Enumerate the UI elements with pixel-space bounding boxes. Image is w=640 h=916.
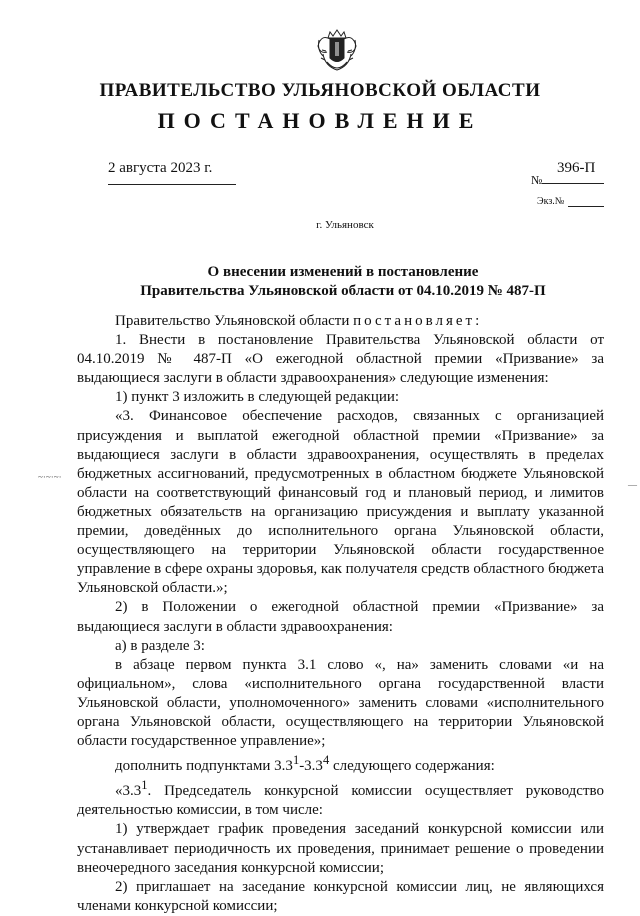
document-body [77,312,604,916]
body-paragraph: 1) утверждает график проведения заседаний конкурсной комиссии или устанавливает периодичность их проведения, принимает решение о проведении внеочередного заседания конкурсной комиссии; [77,821,604,876]
body-paragraph: «$3.3^1$. Председатель конкурсной комиссии осуществляет руководство деятельностью комиссии, в том числе: [77,778,604,819]
title-line-2: Правительства Ульяновской области от 04.10.2019 № 487-П [140,283,546,299]
intro-decree-word: постановляет: [353,313,483,329]
copy-number-label: Экз.№ [537,196,565,207]
body-paragraph: в абзаце первом пункта 3.1 слово «, на» заменить словами «и на официальном», слова «исполнительного органа государственной власти Ульяновской области, уполномоченного» заменить словами «исполнительного органа Ульяновской области, осуществляющего на территории Ульяновской области государственное управление»; [77,656,604,750]
copy-number-underline [568,206,604,207]
title-line-1: О внесении изменений в постановление [207,264,479,280]
document-type-heading: ПОСТАНОВЛЕНИЕ [157,108,483,133]
document-number: 396-П [557,160,596,176]
body-paragraph: 2) приглашает на заседание конкурсной комиссии лиц, не являющихся членами конкурсной комиссии; [77,878,604,914]
body-intro [77,312,604,331]
body-paragraph: а) в разделе 3: [115,637,205,654]
intro-prefix: Правительство Ульяновской области [115,313,350,329]
date-underline [108,184,236,185]
number-underline [542,183,604,184]
document-title [0,263,640,301]
coat-of-arms-emblem [315,24,359,76]
right-margin-mark: — [628,480,637,490]
number-sign: № [531,173,543,187]
document-date: 2 августа 2023 г. [108,160,213,176]
body-paragraph: 2) в Положении о ежегодной областной премии «Призвание» за выдающиеся заслуги в области здравоохранения: [77,599,604,635]
body-paragraph: «3. Финансовое обеспечение расходов, связанных с организацией присуждения и выплатой ежегодной областной премии «Призвание» за выдающиеся заслуги в области здравоохранения, осуществлять в пределах бюджетных ассигнований, предусмотренных в областном бюджете Ульяновской области на соответствующий финансовый год и плановый период, и лимитов бюджетных обязательств на организацию присуждения и выплату указанной премии, доведённых до исполнительного органа Ульяновской области, осуществляющего на территории Ульяновской области государственное управление в сфере охраны здоровья, как получателя средств областного бюджета Ульяновской области.»; [77,408,605,597]
body-paragraph: дополнить подпунктами $3.3^1-3.3^4$ следующего содержания: [115,753,495,775]
organization-heading: ПРАВИТЕЛЬСТВО УЛЬЯНОВСКОЙ ОБЛАСТИ [99,80,541,101]
body-paragraph: 1) пункт 3 изложить в следующей редакции: [115,389,400,406]
city-label: г. Ульяновск [316,219,374,231]
body-paragraph: 1. Внести в постановление Правительства Ульяновской области от 04.10.2019 № 487-П «О ежегодной областной премии «Призвание» за выдающиеся заслуги в области здравоохранения» следующие изменения: [77,332,604,387]
left-margin-mark: ~·~·~· [38,472,62,482]
